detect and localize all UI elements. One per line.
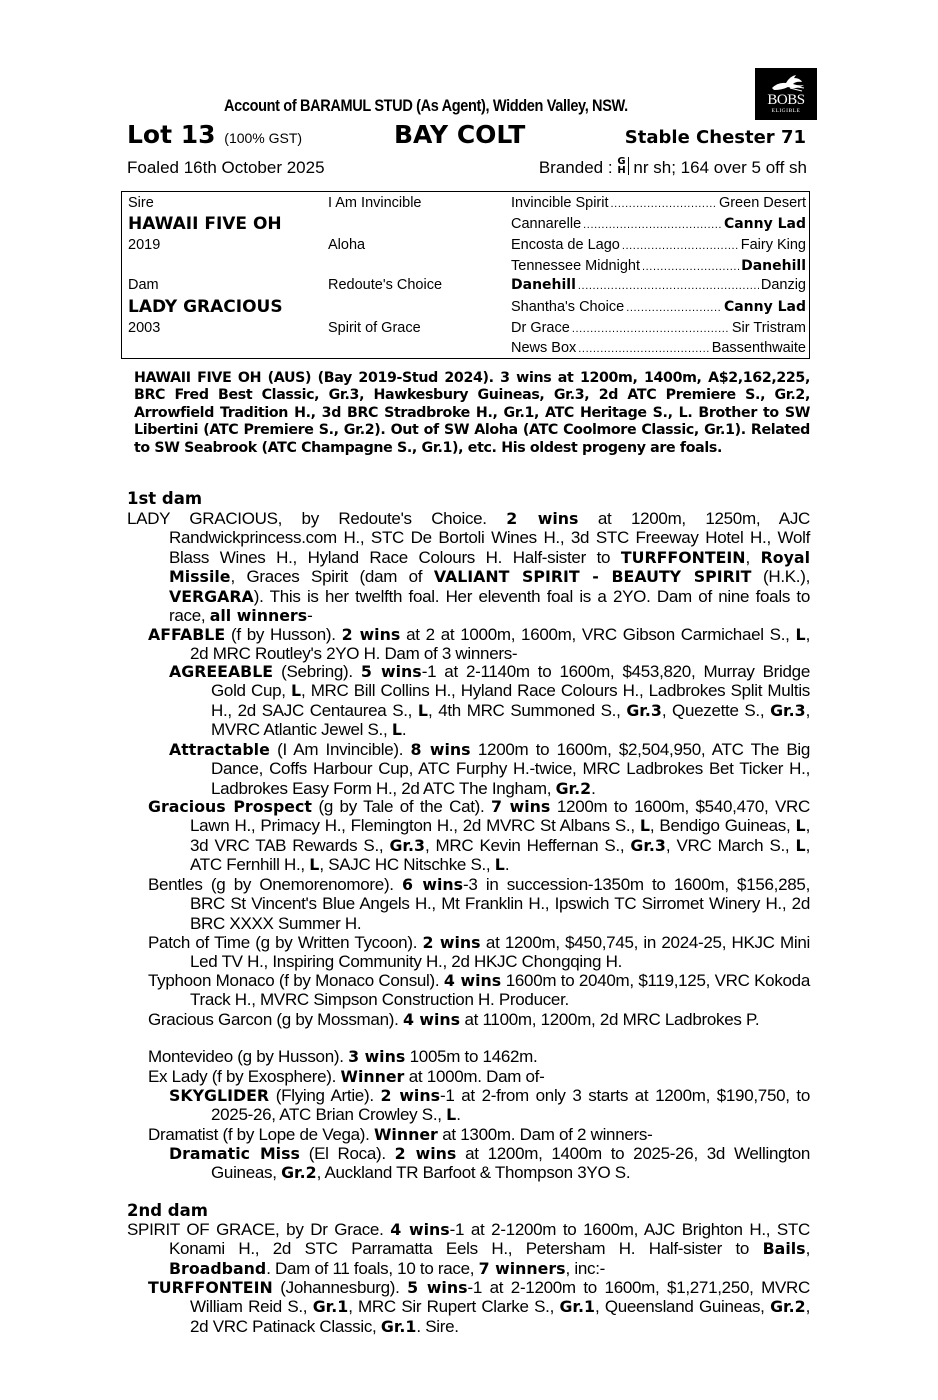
- text: -1 at 2-1200m to 1600m, AJC Brighton H., STC Konami H., 2d STC Parramatta Eels H., Petersham H. Half-sister to: [169, 1220, 810, 1259]
- bold-text: L: [795, 625, 806, 644]
- sire-name: HAWAII FIVE OH: [128, 214, 282, 234]
- bold-text: Gr.2: [555, 778, 592, 798]
- bold-text: 4 wins: [402, 1010, 461, 1029]
- bold-text: all winners: [209, 606, 308, 626]
- pedigree-table: [121, 191, 810, 359]
- text: (Sebring).: [273, 662, 361, 681]
- bold-text: 6 wins: [402, 875, 464, 894]
- lot-number: [127, 120, 302, 149]
- stable-location: Stable Chester 71: [624, 127, 806, 148]
- text: ,: [745, 547, 761, 567]
- ancestor-grandsire: Bassenthwaite: [711, 340, 806, 356]
- text: (H.K.),: [751, 567, 811, 587]
- bold-text: 8 wins: [410, 740, 471, 759]
- ancestor-grandsire: Danzig: [760, 277, 806, 293]
- text: , Graces Spirit (dam of: [230, 567, 434, 587]
- bold-text: VALIANT SPIRIT - BEAUTY SPIRIT: [433, 567, 752, 587]
- text: ,: [805, 1239, 810, 1259]
- bold-text: Royal Missile: [169, 547, 810, 587]
- lot-label: Lot 13: [127, 120, 216, 149]
- leader-dots: [572, 320, 730, 336]
- bold-text: 7 winners: [478, 1258, 566, 1278]
- family-entry: [148, 1067, 810, 1086]
- text: at 1000m. Dam of-: [404, 1067, 545, 1086]
- text: . Dam of 11 foals, 10 to race,: [266, 1258, 479, 1278]
- first-dam-heading: 1st dam: [127, 489, 203, 508]
- text: , Bendigo Guineas,: [649, 816, 796, 836]
- dam-dam: Spirit of Grace: [328, 320, 421, 336]
- leader-dots: [578, 277, 759, 293]
- text: , 2d MRC Routley's 2YO H. Dam of 3 winners-: [190, 625, 810, 664]
- family-entry: [169, 662, 810, 740]
- bold-text: 7 wins: [491, 797, 551, 816]
- brand-info: [538, 155, 807, 178]
- bold-text: TURFFONTEIN: [148, 1278, 273, 1297]
- bold-text: L: [446, 1105, 457, 1125]
- bold-text: Broadband: [169, 1258, 267, 1278]
- bold-text: 5 wins: [360, 662, 422, 681]
- bold-text: Gracious Prospect: [148, 797, 312, 816]
- family-entry: [169, 1144, 810, 1183]
- brand-bottom: H: [617, 164, 626, 176]
- sire-year: 2019: [128, 237, 161, 253]
- text: Ex Lady (f by Exosphere).: [148, 1067, 341, 1086]
- bold-text: Attractable: [169, 740, 270, 759]
- leader-dots: [622, 237, 739, 253]
- bold-text: Gr.1: [312, 1297, 349, 1317]
- bold-text: 2 wins: [506, 509, 579, 528]
- bold-text: Gr.3: [630, 835, 666, 855]
- dam-name: LADY GRACIOUS: [128, 297, 283, 317]
- foaling-date: Foaled 16th October 2025: [127, 158, 325, 177]
- text: , SAJC HC Nitschke S.,: [319, 855, 495, 875]
- text: .: [591, 778, 596, 798]
- pedigree-ancestor-row: [511, 340, 806, 356]
- text: at 2 at 1000m, 1600m, VRC Gibson Carmichael S.,: [400, 625, 796, 644]
- sire-description: HAWAII FIVE OH (AUS) (Bay 2019-Stud 2024). 3 wins at 1200m, 1400m, A$2,162,225, BRC Fred Best Classic, Gr.3, Hawkesbury Guineas, Gr.3, 2d ATC Premiere S., Gr.2, Arrowfield Tradition H., 3d BRC Stradbroke H., Gr.1, ATC Heritage S., L. Brother to SW Libertini (ATC Premiere S., Gr.2). Out of SW Aloha (ATC Coolmore Classic, Gr.1). Related to SW Seabrook (ATC Champagne S., Gr.1), etc. His oldest progeny are foals.: [134, 370, 810, 456]
- text: , VRC March S.,: [665, 835, 796, 855]
- text: . Sire.: [416, 1316, 459, 1336]
- family-entry: [148, 971, 810, 1010]
- text: , 4th MRC Summoned S.,: [427, 700, 627, 720]
- text: -1 at 2-1140m to 1600m, $453,820, Murray Bridge Gold Cup,: [211, 662, 810, 701]
- bold-text: L: [391, 720, 402, 740]
- text: at 1200m, 1400m to 2025-26, 3d Wellington Guineas,: [211, 1144, 811, 1183]
- bold-text: Gr.2: [770, 1297, 806, 1317]
- text: , MRC Bill Collins H., Hyland Race Colours H., Ladbrokes Split Multis H., 2d SAJC Centaurea S.,: [211, 681, 810, 720]
- text: 1600m to 2040m, $119,125, VRC Kokoda Track H., MVRC Simpson Construction H. Producer.: [190, 971, 810, 1010]
- pedigree-ancestor-row: [511, 195, 806, 211]
- text: 1005m to 1462m.: [405, 1047, 538, 1066]
- family-entry: [148, 1047, 810, 1066]
- text: (g by Tale of the Cat).: [311, 797, 492, 816]
- text: Typhoon Monaco (f by Monaco Consul).: [148, 971, 444, 990]
- text: Montevideo (g by Husson).: [148, 1047, 349, 1066]
- bold-text: Gr.1: [380, 1316, 417, 1336]
- family-entry: [169, 1086, 810, 1125]
- text: .: [504, 855, 510, 875]
- pedigree-ancestor-row: [511, 320, 806, 336]
- ancestor-sire: Invincible Spirit: [511, 195, 609, 211]
- family-entry: [148, 797, 810, 875]
- dam-label: Dam: [128, 277, 159, 293]
- family-entry: [148, 1010, 810, 1029]
- bold-text: L: [795, 816, 806, 836]
- text: Dramatist (f by Lope de Vega).: [148, 1125, 374, 1144]
- text: .: [456, 1105, 461, 1125]
- pedigree-ancestor-row: [511, 277, 806, 293]
- text: , 2d VRC Patinack Classic,: [190, 1297, 810, 1336]
- bold-text: Gr.3: [770, 700, 806, 720]
- ancestor-sire: Tennessee Midnight: [511, 258, 640, 274]
- branded-text: nr sh; 164 over 5 off sh: [633, 158, 807, 177]
- ancestor-grandsire: Green Desert: [718, 195, 806, 211]
- bold-text: 2 wins: [394, 1144, 457, 1163]
- text: , Quezette S.,: [661, 700, 771, 720]
- leader-dots: [578, 340, 709, 356]
- text: -1 at 2-1200m to 1600m, $1,271,250, MVRC William Reid S.,: [190, 1278, 810, 1317]
- ancestor-grandsire: Canny Lad: [723, 299, 806, 315]
- ancestor-sire: News Box: [511, 340, 577, 356]
- family-entry: [169, 740, 810, 798]
- text: at 1100m, 1200m, 2d MRC Ladbrokes P.: [460, 1010, 760, 1029]
- horse-head-icon: [766, 72, 806, 94]
- text: , ATC Fernhill H.,: [190, 835, 811, 875]
- family-entry: [148, 625, 810, 664]
- logo-subtext: ELIGIBLE: [771, 108, 801, 114]
- sire-dam: Aloha: [328, 237, 366, 253]
- text: , Queensland Guineas,: [594, 1297, 771, 1317]
- ancestor-grandsire: Canny Lad: [723, 216, 806, 232]
- text: (Flying Artie).: [269, 1086, 381, 1105]
- ancestor-sire: Shantha's Choice: [511, 299, 625, 315]
- leader-dots: [611, 195, 717, 211]
- bold-text: Winner: [374, 1125, 438, 1144]
- bold-text: Winner: [340, 1067, 405, 1086]
- pedigree-ancestor-row: [511, 299, 806, 315]
- text: Bentles (g by Onemorenomore).: [148, 875, 403, 894]
- family-entry: [148, 1278, 810, 1336]
- text: (f by Husson).: [225, 625, 342, 644]
- logo-text: BOBS: [767, 92, 805, 108]
- pedigree-ancestor-row: [511, 216, 806, 232]
- family-entry: [127, 1220, 810, 1278]
- text: (El Roca).: [299, 1144, 395, 1163]
- pedigree-ancestor-row: [511, 258, 806, 274]
- bold-text: Gr.2: [281, 1163, 317, 1183]
- ancestor-sire: Danehill: [511, 277, 576, 293]
- text: , 3d VRC TAB Rewards S.,: [190, 816, 810, 855]
- bold-text: L: [639, 816, 650, 836]
- bold-text: 2 wins: [422, 933, 481, 952]
- bold-text: L: [494, 855, 505, 875]
- bold-text: SKYGLIDER: [169, 1086, 270, 1105]
- ancestor-sire: Cannarelle: [511, 216, 582, 232]
- bold-text: 4 wins: [390, 1220, 450, 1239]
- bold-text: 3 wins: [348, 1047, 406, 1066]
- vendor-account: Account of BARAMUL STUD (As Agent), Widden Valley, NSW.: [224, 97, 628, 115]
- dam-year: 2003: [128, 320, 161, 336]
- leader-dots: [626, 299, 722, 315]
- pedigree-ancestor-row: [511, 237, 806, 253]
- text: at 1200m, 1250m, AJC Randwickprincess.com H., STC De Bortoli Wines H., 3d STC Freeway Hotel H., Wolf Blass Wines H., Hyland Race Colours H. Half-sister to: [169, 509, 810, 567]
- bold-text: 5 wins: [407, 1278, 468, 1297]
- text: , MVRC Atlantic Jewel S.,: [211, 700, 811, 740]
- bold-text: AGREEABLE: [169, 662, 274, 681]
- second-dam-heading: 2nd dam: [127, 1201, 208, 1220]
- text: , inc:-: [565, 1258, 606, 1278]
- dam-sire: Redoute's Choice: [328, 277, 443, 293]
- bold-text: Gr.3: [389, 835, 425, 855]
- text: ). This is her twelfth foal. Her eleventh foal is a 2YO. Dam of nine foals to race,: [169, 586, 810, 626]
- bold-text: Gr.1: [559, 1297, 595, 1317]
- text: -3 in succession-1350m to 1600m, $156,285, BRC St Vincent's Blue Angels H., Mt Franklin H., Ipswich TC Sirromet Winery H., 2d BRC XXXX Summer H.: [190, 875, 810, 933]
- text: Gracious Garcon (g by Mossman).: [148, 1010, 403, 1029]
- bobs-eligible-logo: [755, 68, 817, 120]
- bold-text: Dramatic Miss: [169, 1144, 300, 1163]
- text: -1 at 2-from only 3 starts at 1200m, $190,750, to 2025-26, ATC Brian Crowley S.,: [211, 1086, 811, 1125]
- bold-text: L: [417, 700, 428, 720]
- ancestor-sire: Encosta de Lago: [511, 237, 620, 253]
- text: at 1200m, $450,745, in 2024-25, HKJC Mini Led TV H., Inspiring Community H., 2d HKJC Chongqing H.: [190, 933, 810, 972]
- bold-text: Gr.3: [626, 700, 662, 720]
- family-entry: [148, 1125, 810, 1144]
- bold-text: AFFABLE: [148, 625, 226, 644]
- text: at 1300m. Dam of 2 winners-: [437, 1125, 653, 1144]
- bold-text: VERGARA: [169, 586, 254, 606]
- brand-top: G: [617, 155, 626, 167]
- bold-text: L: [795, 835, 806, 855]
- text: , MRC Sir Rupert Clarke S.,: [348, 1297, 560, 1317]
- bold-text: 4 wins: [443, 971, 502, 990]
- bold-text: 2 wins: [380, 1086, 440, 1105]
- bold-text: L: [309, 855, 320, 875]
- sire-sire: I Am Invincible: [328, 195, 422, 211]
- ancestor-grandsire: Fairy King: [740, 237, 806, 253]
- ancestor-sire: Dr Grace: [511, 320, 570, 336]
- text: , Auckland TR Barfoot & Thompson 3YO S.: [316, 1163, 631, 1183]
- text: -: [307, 606, 313, 626]
- text: 1200m to 1600m, $2,504,950, ATC The Big Dance, Coffs Harbour Cup, ATC Furphy H.-twice, MRC Ladbrokes Bet Ticker H., Ladbrokes Easy Form H., 2d ATC The Ingham,: [211, 740, 810, 798]
- text: .: [401, 720, 407, 740]
- bold-text: 2 wins: [341, 625, 401, 644]
- branded-label: Branded :: [538, 158, 613, 177]
- family-entry: [148, 875, 810, 933]
- bold-text: TURFFONTEIN: [620, 547, 746, 567]
- horse-description: BAY COLT: [394, 120, 526, 149]
- text: (I Am Invincible).: [269, 740, 411, 759]
- ancestor-grandsire: Danehill: [741, 258, 806, 274]
- text: , MRC Kevin Heffernan S.,: [424, 835, 631, 855]
- sire-label: Sire: [128, 195, 154, 211]
- leader-dots: [583, 216, 722, 232]
- gst-note: (100% GST): [224, 130, 303, 146]
- family-entry: [148, 933, 810, 972]
- ancestor-grandsire: Sir Tristram: [731, 320, 806, 336]
- brand-mark-icon: [617, 157, 628, 175]
- text: SPIRIT OF GRACE, by Dr Grace.: [127, 1220, 391, 1239]
- text: LADY GRACIOUS, by Redoute's Choice.: [127, 509, 507, 528]
- family-entry: [127, 509, 810, 625]
- bold-text: Bails: [762, 1239, 806, 1259]
- leader-dots: [642, 258, 739, 274]
- text: 1200m to 1600m, $540,470, VRC Lawn H., Primacy H., Flemington H., 2d MVRC St Albans S.,: [190, 797, 811, 836]
- lot-row: [127, 120, 810, 150]
- text: Patch of Time (g by Written Tycoon).: [148, 933, 423, 952]
- text: (Johannesburg).: [272, 1278, 408, 1297]
- bold-text: L: [290, 681, 302, 701]
